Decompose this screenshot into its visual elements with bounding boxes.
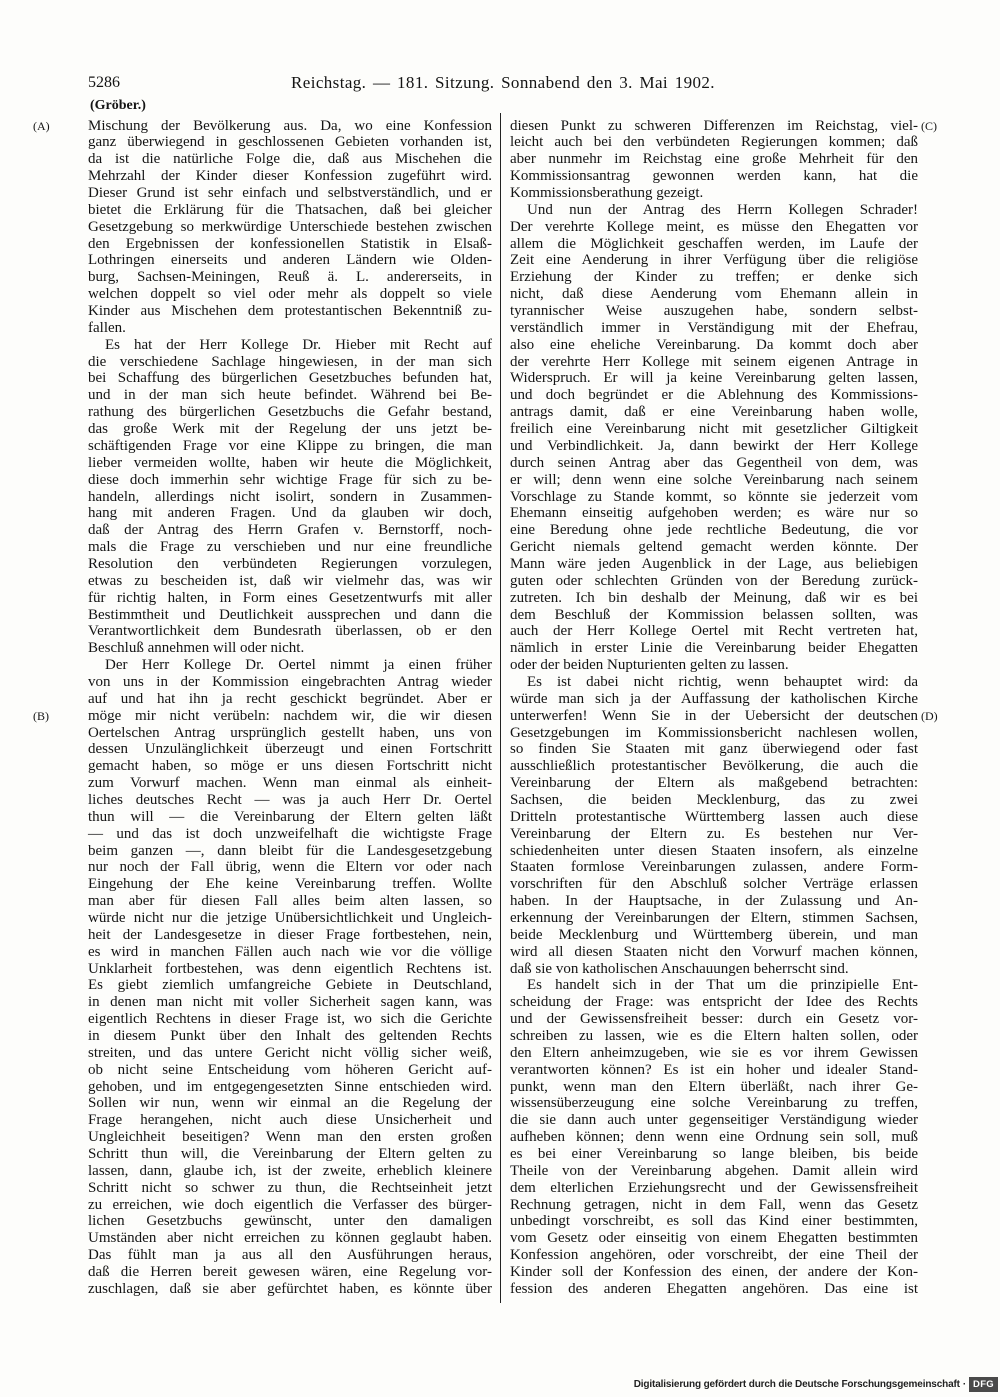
paragraph xyxy=(510,118,918,202)
text-line: nicht, daß diese Aenderung vom Ehemann allein in xyxy=(510,286,918,303)
text-line: Frage herangehen, nicht auch diese Unsicherheit und xyxy=(88,1112,492,1129)
text-line: es wird in manchen Fällen auch nach wie vor die völlige xyxy=(88,943,492,960)
text-line: aufheben können; denn wenn eine Ordnung sein soll, muß xyxy=(510,1129,918,1146)
text-line: etwas zu bescheiden ist, daß wir vielmehr das, was wir xyxy=(88,572,492,589)
text-line: und in der man sich heute befindet. Während bei Be- xyxy=(88,387,492,404)
text-line: ob nicht seine Entscheidung vom höheren Gericht auf- xyxy=(88,1061,492,1078)
text-line: oder der beiden Nupturienten gelten zu lassen. xyxy=(510,657,789,674)
text-line: den Ergebnissen der konfessionellen Statistik in Elsaß- xyxy=(88,235,492,252)
text-line: daß die Herren bereit gewesen wären, eine Regelung vor- xyxy=(88,1264,492,1281)
text-line: und Verbindlichkeit. Ja, dann bewirkt der Herr Kollege xyxy=(510,437,918,454)
running-title: Reichstag. — 181. Sitzung. Sonnabend den 3. Mai 1902. xyxy=(291,73,715,92)
margin-marker-a: (A) xyxy=(33,118,50,133)
text-line: fession des anderen Ehegatten angehören. Das eine ist xyxy=(510,1280,918,1297)
text-line: aber nunmehr im Reichstag eine große Mehrheit für den xyxy=(510,151,918,168)
text-line: Schritt nicht so schwer zu thun, die Rechtseinheit jetzt xyxy=(88,1179,492,1196)
text-line: zutreten. Ich bin deshalb der Meinung, daß wir es bei xyxy=(510,589,918,606)
text-line: ausschließlich protestantischer Bevölkerung, die auch die xyxy=(510,758,918,775)
text-line: welchen doppelt so viel oder mehr als doppelt so viele xyxy=(88,286,492,303)
text-line: Es ist dabei nicht richtig, wenn behauptet wird: da xyxy=(527,673,918,690)
text-line: so finden Sie Staaten mit ganz überwiegend oder fast xyxy=(510,741,918,758)
paragraph xyxy=(510,202,918,674)
text-line: Gericht niemals geltend gemacht werden könnte. Der xyxy=(510,539,918,556)
text-line: Ungleichheit beseitigen? Wenn man den ersten großen xyxy=(88,1129,492,1146)
text-line: Staaten formlose Vereinbarungen zulassen, andere Form- xyxy=(510,859,918,876)
text-line: Es giebt ziemlich umfangreiche Gebiete in Deutschland, xyxy=(88,977,492,994)
text-line: mals die Frage zu verschieben und nur eine freundliche xyxy=(88,539,492,556)
text-line: nur noch der Fall übrig, wenn die Eltern vor oder nach xyxy=(88,859,492,876)
text-line: schäftigenden Frage vor eine Klippe zu bringen, die man xyxy=(88,437,492,454)
text-line: antrags damit, daß er eine Vereinbarung haben wolle, xyxy=(510,404,918,421)
text-line: Sachsen, die beiden Mecklenburg, das zu zwei xyxy=(510,791,918,808)
text-line: der verehrte Herr Kollege mit seinem eigenen Antrage in xyxy=(510,353,918,370)
text-line: Ehemann einseitig aufgehoben werden; es wäre nur so xyxy=(510,505,918,522)
text-line: lieber vermeiden wollte, haben wir heute die Möglichkeit, xyxy=(88,454,492,471)
text-line: diesen Punkt zu schweren Differenzen im Reichstag, viel- xyxy=(510,117,918,134)
text-line: Der verehrte Kollege meint, es müsse den Ehegatten vor xyxy=(510,218,918,235)
text-line: zum Vorwurf machen. Wenn man einmal als einheit- xyxy=(88,775,492,792)
text-line: Vereinbarung der Eltern zu. Es bestehen nur Ver- xyxy=(510,825,918,842)
text-line: Kinder soll der Konfession des einen, der andere der Kon- xyxy=(510,1264,918,1281)
text-line: Rechnung getragen, nicht in dem Fall, wenn das Gesetz xyxy=(510,1196,918,1213)
text-line: also eine eheliche Vereinbarung. Da kommt doch aber xyxy=(510,336,918,353)
text-line: verantworten können? Es ist ein hoher und idealer Stand- xyxy=(510,1061,918,1078)
text-line: lichen Gesetzbuchs gewünscht, unter den damaligen xyxy=(88,1213,492,1230)
text-line: Der Herr Kollege Dr. Oertel nimmt ja einen früher xyxy=(105,657,492,674)
text-line: haben. In der Hauptsache, in der Zulassung und An- xyxy=(510,893,918,910)
text-line: unbedingt vorschreibt, es soll das Kind einer bestimmten, xyxy=(510,1213,918,1230)
text-line: punkt, wenn man den Eltern überläßt, nach ihrer Ge- xyxy=(510,1078,918,1095)
text-line: das große Werk mit der Regelung der uns jetzt be- xyxy=(88,421,492,438)
text-line: Verantwortlichkeit dem Bundesrath überlassen, ob er den xyxy=(88,623,492,640)
margin-marker-d: (D) xyxy=(921,709,938,723)
text-line: wird all diesen Staaten nicht den Vorwurf machen können, xyxy=(510,943,918,960)
text-line: thun will — die Vereinbarung der Eltern gelten läßt xyxy=(88,808,492,825)
speaker-name: (Gröber.) xyxy=(90,98,146,113)
text-line: vom Gesetz oder einseitig von einem Ehegatten bestimmten xyxy=(510,1230,918,1247)
text-line: Vereinbarung der Eltern als maßgebend betrachten: xyxy=(510,775,918,792)
text-line: in denen man nicht mit voller Sicherheit sagen kann, was xyxy=(88,994,492,1011)
text-line: und der Gewissensfreiheit besser: durch ein Gesetz vor- xyxy=(510,1011,918,1028)
text-line: den Eltern anheimzugeben, wie sie es vor ihrem Gewissen xyxy=(510,1044,918,1061)
text-line: streiten, und das untere Gericht nicht völlig sicher weiß, xyxy=(88,1044,492,1061)
text-line: in diesem Punkt über den Inhalt des geltenden Rechts xyxy=(88,1028,492,1044)
text-line: Mann wäre jeden Augenblick in der Lage, aus beliebigen xyxy=(510,555,918,572)
page-number: 5286 xyxy=(88,74,120,91)
text-line: er will; denn wenn eine solche Vereinbarung nach seinem xyxy=(510,471,918,488)
text-line: möge mir nicht verübeln: nachdem wir, die wir diesen xyxy=(88,707,492,724)
text-line: vorschriften für den Abschluß solcher Verträge erlassen xyxy=(510,876,918,893)
text-line: Und nun der Antrag des Herrn Kollegen Schrader! xyxy=(527,201,918,218)
text-line: Sollen wir nun, wenn wir einmal an die Regelung der xyxy=(88,1095,492,1112)
text-line: erkennung der Vereinbarungen der Eltern, stimmen Sachsen, xyxy=(510,909,918,926)
funding-note: Digitalisierung gefördert durch die Deutsche Forschungsgemeinschaft xyxy=(633,1379,960,1390)
text-line: gemacht haben, so möge er uns diesen Fortschritt nicht xyxy=(88,758,492,775)
margin-marker-b: (B) xyxy=(33,709,49,723)
text-line: Kommissionsantrag gewonnen werden kann, hat die xyxy=(510,168,918,185)
text-line: Konfession angehören, oder vorschreibt, der eine Theil der xyxy=(510,1247,918,1264)
text-line: burg, Sachsen-Meiningen, Reuß ä. L. andererseits, in xyxy=(88,269,492,286)
text-line: verständlich immer in Verständigung mit der Ehefrau, xyxy=(510,319,918,336)
text-line: eine Beredung ohne jede rechtliche Bedeutung, die vor xyxy=(510,522,918,539)
text-line: daß sie von katholischen Anschauungen beherrscht sind. xyxy=(510,960,849,977)
text-line: Gesetzgebung so merkwürdige Unterschiede bestehen zwischen xyxy=(88,218,492,235)
text-line: dessen Unzulänglichkeit überzeugt und einen Fortschritt xyxy=(88,741,492,758)
text-line: Kinder aus Mischehen dem protestantischen Bekenntniß zu- xyxy=(88,303,492,320)
text-line: scheidung der Frage: was entspricht der Idee des Rechts xyxy=(510,994,918,1011)
text-line: würde man sich ja der Auffassung der katholischen Kirche xyxy=(510,690,918,707)
text-line: schreiben zu lassen, wie es die Eltern halten sollen, oder xyxy=(510,1028,918,1044)
text-line: Dieser Grund ist sehr einfach und selbstverständlich, und er xyxy=(88,185,492,202)
text-line: gehoben, und im entgegengesetzten Sinne entschieden wird. xyxy=(88,1078,492,1095)
right-column xyxy=(510,118,918,1298)
text-line: heit der Landesgesetze in dieser Frage fortbestehen, nein, xyxy=(88,926,492,943)
text-line: man aber für diesen Fall alles beim alten lassen, so xyxy=(88,893,492,910)
text-line: beide Mecklenburg und Württemberg überein, und man xyxy=(510,926,918,943)
text-line: Beschluß annehmen will oder nicht. xyxy=(88,640,305,657)
paragraph xyxy=(88,337,492,657)
text-line: Bestimmtheit und Deutlichkeit aussprechen und dann die xyxy=(88,606,492,623)
text-line: da ist die natürliche Folge die, daß aus Mischehen die xyxy=(88,151,492,168)
text-line: handeln, allerdings nicht isolirt, sondern in Zusammen- xyxy=(88,488,492,505)
text-line: durch seinen Antrag aber das Gegentheil von dem, was xyxy=(510,454,918,471)
text-line: wissensüberzeugung eine solche Vereinbarung zu treffen, xyxy=(510,1095,918,1112)
text-line: Umständen aber nicht erreichen zu können geglaubt haben. xyxy=(88,1230,492,1247)
text-line: nämlich in erster Linie die Vereinbarung beider Ehegatten xyxy=(510,640,918,657)
separator-dot: · xyxy=(962,1379,967,1390)
text-line: fallen. xyxy=(88,319,126,336)
text-line: die verschiedene Sachlage hingewiesen, in der man sich xyxy=(88,353,492,370)
text-line: würde nicht nur die jetzige Unübersichtlichkeit und Ungleich- xyxy=(88,909,492,926)
text-line: hang mit anderen Fragen. Und da glauben wir doch, xyxy=(88,505,492,522)
text-line: Vorschlage zu Stande kommt, so könnte sie jederzeit vom xyxy=(510,488,918,505)
text-line: dem Beschluß der Kommission belassen sollten, was xyxy=(510,606,918,623)
text-line: bei Schaffung des bürgerlichen Gesetzbuches befunden hat, xyxy=(88,370,492,387)
paragraph xyxy=(510,674,918,977)
text-line: Theile von der Vereinbarung abgehen. Damit allein wird xyxy=(510,1162,918,1179)
text-line: Schritt thun will, die Vereinbarung der Eltern gelten zu xyxy=(88,1146,492,1163)
text-line: Kommissionsberathung gezeigt. xyxy=(510,185,704,202)
text-line: Das fühlt man ja aus all den Ausführungen heraus, xyxy=(88,1247,492,1264)
text-line: Mischung der Bevölkerung aus. Da, wo eine Konfession xyxy=(88,117,492,134)
text-line: tyrannischer Weise auszugehen habe, sondern selbst- xyxy=(510,303,918,320)
text-line: diese doch immerhin sehr wichtige Frage für sich zu be- xyxy=(88,471,492,488)
text-line: Resolution den verbündeten Regierungen vorzulegen, xyxy=(88,555,492,572)
text-line: lassen, dann, glaube ich, ist der zweite, erheblich kleinere xyxy=(88,1162,492,1179)
paragraph xyxy=(88,657,492,1298)
text-line: für richtig halten, in Form eines Gesetzentwurfs mit aller xyxy=(88,589,492,606)
text-line: Lothringen einerseits und anderen Ländern wie Olden- xyxy=(88,252,492,269)
text-line: auch der Herr Kollege Oertel mit Recht vertreten hat, xyxy=(510,623,918,640)
text-line: Widerspruch. Er will ja keine Vereinbarung gelten lassen, xyxy=(510,370,918,387)
text-line: Erziehung der Kinder zu treffen; er denke sich xyxy=(510,269,918,286)
text-line: Unklarheit fortbestehen, was denn eigentlich Rechtens ist. xyxy=(88,960,492,977)
text-line: Dritteln protestantische Württemberg lassen auch diese xyxy=(510,808,918,825)
text-line: — und das ist doch unzweifelhaft die wichtigste Frage xyxy=(88,825,492,842)
paragraph xyxy=(88,118,492,337)
text-line: Es hat der Herr Kollege Dr. Hieber mit Recht auf xyxy=(105,336,492,353)
text-line: bietet die Erklärung für die Thatsachen, daß bei gleicher xyxy=(88,201,492,218)
text-line: Zeit eine Aenderung in ihrer Verfügung über die religiöse xyxy=(510,252,918,269)
text-line: beim ganzen —, dann bleibt für die Landesgesetzgebung xyxy=(88,842,492,859)
text-line: daß der Antrag des Herrn Grafen v. Bernstorff, noch- xyxy=(88,522,492,539)
text-line: eigentlich Rechtens in dieser Frage ist, wo sich die Gerichte xyxy=(88,1011,492,1028)
text-line: ganz überwiegend in geschlossenen Gebieten vorhanden ist, xyxy=(88,134,492,151)
text-line: Oertelschen Antrag ursprünglich gestellt haben, uns von xyxy=(88,724,492,741)
text-line: Mehrzahl der Kinder dieser Konfession zugeführt wird. xyxy=(88,168,492,185)
dfg-logo: DFG xyxy=(969,1377,998,1392)
text-line: und doch begründet er die Ablehnung des Kommissions- xyxy=(510,387,918,404)
margin-marker-c: (C) xyxy=(921,118,937,133)
text-line: schiedenheiten unter diesen Staaten insofern, als einzelne xyxy=(510,842,918,859)
text-line: zuschlagen, daß sie aber gefürchtet haben, es könnte über xyxy=(88,1280,492,1297)
text-line: freilich eine Vereinbarung nicht mit gesetzlicher Giltigkeit xyxy=(510,421,918,438)
text-line: Gesetzgebungen im Kommissionsbericht nachlesen wollen, xyxy=(510,724,918,741)
text-line: liches deutsches Recht — was ja auch Herr Dr. Oertel xyxy=(88,791,492,808)
text-line: auf und hat ihn ja recht geschickt begründet. Aber er xyxy=(88,690,492,707)
text-line: von uns in der Kommission eingebrachten Antrag wieder xyxy=(88,673,492,690)
text-line: leicht auch bei den verbündeten Regierungen kommen; daß xyxy=(510,134,918,151)
column-divider xyxy=(500,113,501,1303)
text-line: allem die Möglichkeit geschaffen werden, im Laufe der xyxy=(510,235,918,252)
left-column xyxy=(88,118,492,1298)
text-line: rathung des bürgerlichen Gesetzbuchs die Gefahr bestand, xyxy=(88,404,492,421)
text-line: dem elterlichen Erziehungsrecht und der Gewissensfreiheit xyxy=(510,1179,918,1196)
text-line: es bei einer Vereinbarung so lange bleiben, bis beide xyxy=(510,1146,918,1163)
text-line: Es handelt sich in der That um die prinzipielle Ent- xyxy=(527,977,918,994)
paragraph xyxy=(510,977,918,1297)
text-line: Eingehung der Ehe keine Vereinbarung treffen. Wollte xyxy=(88,876,492,893)
text-line: unterwerfen! Wenn Sie in der Uebersicht der deutschen xyxy=(510,707,918,724)
text-line: zu erreichen, wie doch eigentlich die Verfasser des bürger- xyxy=(88,1196,492,1213)
digitization-credit xyxy=(634,1377,998,1392)
text-line: guten oder schlechten Gründen von der Beredung zurück- xyxy=(510,572,918,589)
text-line: die sie dann auch unter gegenseitiger Verständigung wieder xyxy=(510,1112,918,1129)
